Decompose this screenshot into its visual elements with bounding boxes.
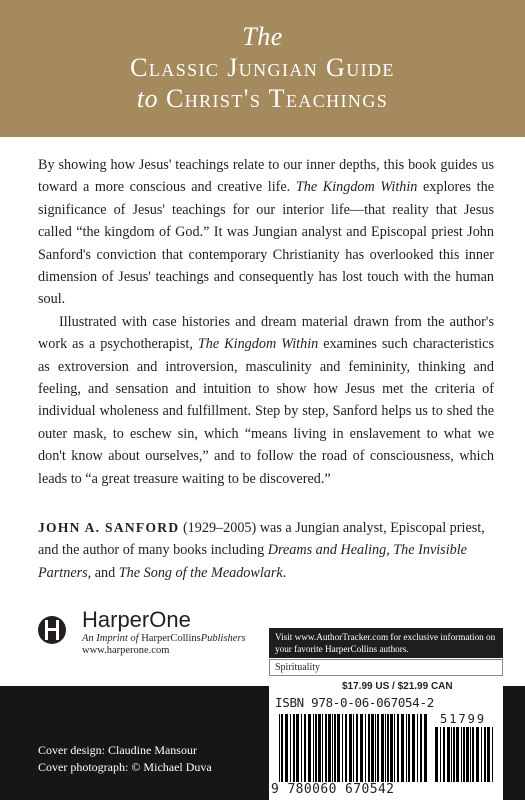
banner-tagline	[0, 22, 525, 114]
title-banner	[0, 0, 525, 137]
author-bio	[38, 517, 494, 584]
banner-line-2: Classic Jungian Guide	[130, 53, 395, 82]
isbn-label: ISBN 978-0-06-067054-2	[275, 695, 434, 710]
imprint-text: Publishers	[200, 633, 246, 644]
addon-barcode-icon	[435, 727, 497, 782]
cover-design-credit: Cover design: Claudine Mansour	[38, 743, 197, 757]
description-text: Illustrated with case histories and dream material drawn from the author's work as a psychotherapist,	[38, 313, 494, 353]
imprint-text: HarperCollins	[141, 633, 201, 644]
book-title-ref: The Kingdom Within	[295, 179, 418, 196]
barcode-icon	[279, 714, 429, 782]
publisher-name: HarperOne	[82, 607, 191, 632]
book-description	[38, 154, 494, 490]
publisher-block	[38, 608, 268, 654]
banner-line-3-rest: Christ's Teachings	[165, 84, 389, 113]
publisher-imprint	[82, 632, 246, 645]
author-bio-text: and	[91, 564, 119, 581]
description-text: By showing how Jesus' teachings relate to our inner depths, this book guides us toward a more conscious and creative life.	[38, 157, 494, 196]
banner-line-1: The	[242, 22, 283, 51]
author-books: The Song of the Meadowlark	[118, 564, 283, 581]
price-addon-number: 51799	[440, 712, 487, 726]
description-text: explores the significance of Jesus' teachings for our interior life—that reality that Jesus called “the kingdom of God.” It was Jungian analyst and Episcopal priest John Sanford's conviction that contemporary Christianity has overlooked this inner dimension of Jesus' teachings and consequently has lost touch with the human soul.	[38, 179, 495, 308]
price-label: $17.99 US / $21.99 CAN	[342, 681, 453, 692]
author-books: Dreams and Healing, The Invisible Partners,	[38, 542, 467, 581]
banner-line-3	[0, 83, 525, 114]
banner-to: to	[136, 84, 159, 113]
cover-photo-credit: Cover photograph: © Michael Duva	[38, 760, 212, 774]
description-text: examines such characteristics as extroversion and introversion, masculinity and femininity, thinking and feeling, and sensation and intuition to show how Jesus met the criteria of individual wholeness and fulfillment. Step by step, Sanford helps us to shed the outer mask, to eschew sin, which “means living in enslavement to what we don't know about ourselves,” and to follow the road of consciousness, which leads to “a great treasure waiting to be discovered.”	[38, 336, 494, 487]
author-name: JOHN A. SANFORD	[38, 520, 180, 535]
author-tracker-notice: Visit www.AuthorTracker.com for exclusive information on your favorite HarperCollins authors.	[269, 628, 503, 658]
publisher-logo-icon	[38, 612, 66, 648]
ean-number: 9 780060 670542	[271, 782, 395, 797]
publisher-url: www.harperone.com	[82, 645, 170, 656]
book-title-ref: The Kingdom Within	[197, 336, 319, 353]
barcode-panel	[269, 677, 503, 800]
description-paragraph-1	[38, 154, 494, 311]
imprint-text: An Imprint of	[82, 633, 142, 644]
author-bio-text: .	[282, 564, 287, 581]
description-paragraph-2	[38, 311, 494, 490]
author-bio-text: (1929–2005) was a Jungian analyst, Episcopal priest, and the author of many books including	[38, 520, 485, 559]
category-label: Spirituality	[269, 659, 503, 676]
cover-credits	[38, 742, 212, 776]
